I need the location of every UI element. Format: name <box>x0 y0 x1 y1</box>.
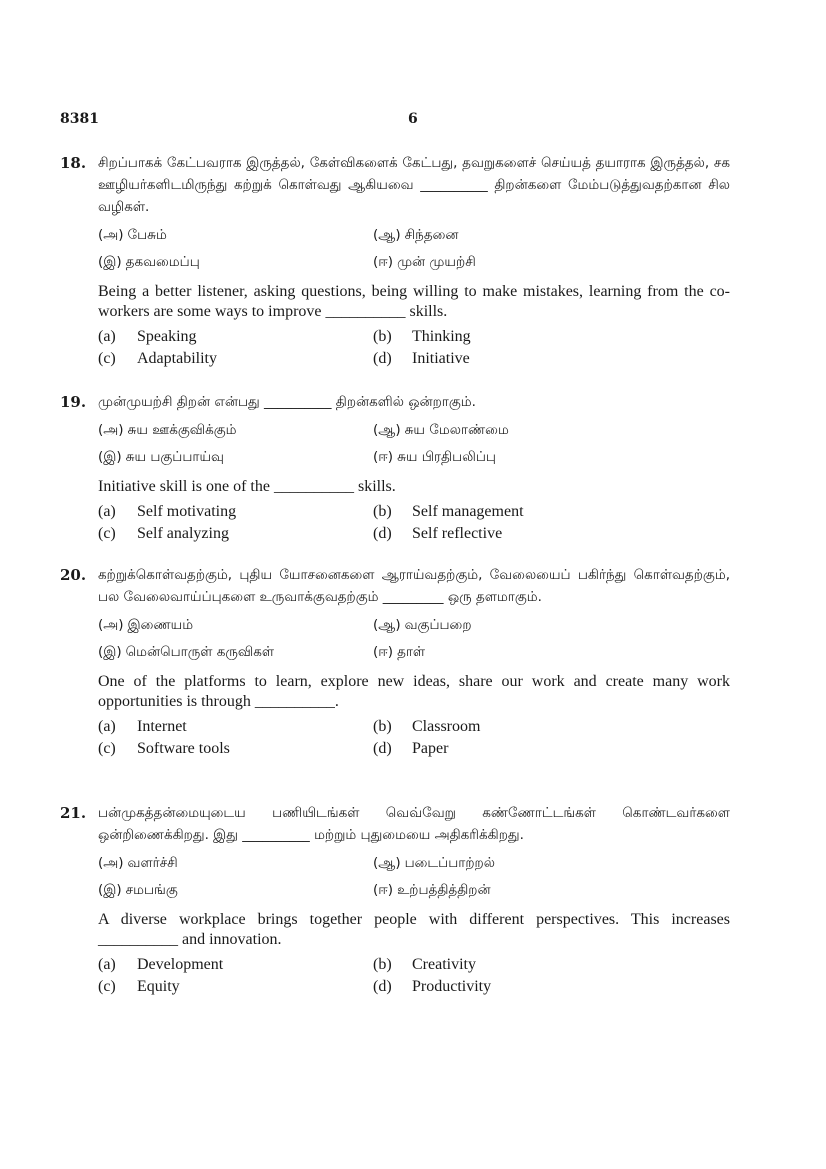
english-options <box>98 501 730 545</box>
option-c[interactable]: (c) Software tools <box>98 740 230 757</box>
option-tamil-1[interactable]: (அ) பேசும் <box>98 226 167 243</box>
question-18 <box>60 152 730 370</box>
question-20 <box>60 564 730 760</box>
option-a[interactable]: (a) Speaking <box>98 328 197 345</box>
option-a[interactable]: (a) Internet <box>98 718 187 735</box>
tamil-options <box>98 612 730 666</box>
option-tamil-2[interactable]: (ஆ) படைப்பாற்றல் <box>373 854 495 871</box>
tamil-options <box>98 417 730 471</box>
english-options <box>98 716 730 760</box>
option-tamil-4[interactable]: (ஈ) தாள் <box>373 643 426 660</box>
option-tamil-2[interactable]: (ஆ) சிந்தனை <box>373 226 459 243</box>
question-text-tamil: சிறப்பாகக் கேட்பவராக இருத்தல், கேள்விகளைக் கேட்பது, தவறுகளைச் செய்யத் தயாராக இருத்தல், சக ஊழியர்களிடமிருந்து கற்றுக் கொள்வது ஆகியவை __________ திறன்களை மேம்படுத்துவதற்கான சில வழிகள். <box>98 155 730 215</box>
option-tamil-3[interactable]: (இ) தகவமைப்பு <box>98 253 200 270</box>
question-number: 19. <box>60 393 87 411</box>
option-tamil-3[interactable]: (இ) சமபங்கு <box>98 881 178 898</box>
question-number: 18. <box>60 154 87 172</box>
question-text-tamil: பன்முகத்தன்மையுடைய பணியிடங்கள் வெவ்வேறு கண்ணோட்டங்கள் கொண்டவர்களை ஒன்றிணைக்கிறது. இது __________ மற்றும் புதுமையை அதிகரிக்கிறது. <box>98 805 730 843</box>
option-tamil-3[interactable]: (இ) மென்பொருள் கருவிகள் <box>98 643 275 660</box>
option-tamil-3[interactable]: (இ) சுய பகுப்பாய்வு <box>98 448 224 465</box>
option-tamil-4[interactable]: (ஈ) முன் முயற்சி <box>373 253 476 270</box>
question-text-tamil: கற்றுக்கொள்வதற்கும், புதிய யோசனைகளை ஆராய்வதற்கும், வேலையைப் பகிர்ந்து கொள்வதற்கும், பல வேலைவாய்ப்புகளை உருவாக்குவதற்கும் _________ ஒரு தளமாகும். <box>98 567 730 605</box>
question-text-english: One of the platforms to learn, explore new ideas, share our work and create many work opportunities is through __________. <box>98 673 730 710</box>
option-tamil-1[interactable]: (அ) வளர்ச்சி <box>98 854 178 871</box>
option-b[interactable]: (b) Classroom <box>373 718 481 735</box>
english-options <box>98 954 730 998</box>
page-number: 6 <box>408 111 418 127</box>
option-tamil-4[interactable]: (ஈ) சுய பிரதிபலிப்பு <box>373 448 496 465</box>
question-number: 21. <box>60 804 87 822</box>
question-text-english: Being a better listener, asking questions, being willing to make mistakes, learning from the co-workers are some ways to improve __________ skills. <box>98 283 730 320</box>
tamil-options <box>98 222 730 276</box>
option-b[interactable]: (b) Thinking <box>373 328 471 345</box>
option-d[interactable]: (d) Self reflective <box>373 525 503 542</box>
question-19 <box>60 391 730 545</box>
option-a[interactable]: (a) Development <box>98 956 224 973</box>
option-d[interactable]: (d) Initiative <box>373 350 470 367</box>
question-text-tamil: முன்முயற்சி திறன் என்பது __________ திறன்களில் ஒன்றாகும். <box>98 394 476 410</box>
option-tamil-2[interactable]: (ஆ) வகுப்பறை <box>373 616 472 633</box>
tamil-options <box>98 850 730 904</box>
option-d[interactable]: (d) Productivity <box>373 978 492 995</box>
option-a[interactable]: (a) Self motivating <box>98 503 237 520</box>
option-tamil-1[interactable]: (அ) சுய ஊக்குவிக்கும் <box>98 421 237 438</box>
paper-code: 8381 <box>60 111 99 127</box>
question-text-english: Initiative skill is one of the __________ skills. <box>98 478 396 495</box>
option-b[interactable]: (b) Creativity <box>373 956 476 973</box>
question-text-english: A diverse workplace brings together people with different perspectives. This increases __________ and innovation. <box>98 911 730 948</box>
option-b[interactable]: (b) Self management <box>373 503 524 520</box>
question-number: 20. <box>60 566 87 584</box>
question-21 <box>60 802 730 998</box>
option-c[interactable]: (c) Equity <box>98 978 180 995</box>
option-tamil-2[interactable]: (ஆ) சுய மேலாண்மை <box>373 421 509 438</box>
option-tamil-4[interactable]: (ஈ) உற்பத்தித்திறன் <box>373 881 491 898</box>
option-tamil-1[interactable]: (அ) இணையம் <box>98 616 194 633</box>
option-c[interactable]: (c) Adaptability <box>98 350 217 367</box>
english-options <box>98 326 730 370</box>
option-d[interactable]: (d) Paper <box>373 740 449 757</box>
option-c[interactable]: (c) Self analyzing <box>98 525 229 542</box>
